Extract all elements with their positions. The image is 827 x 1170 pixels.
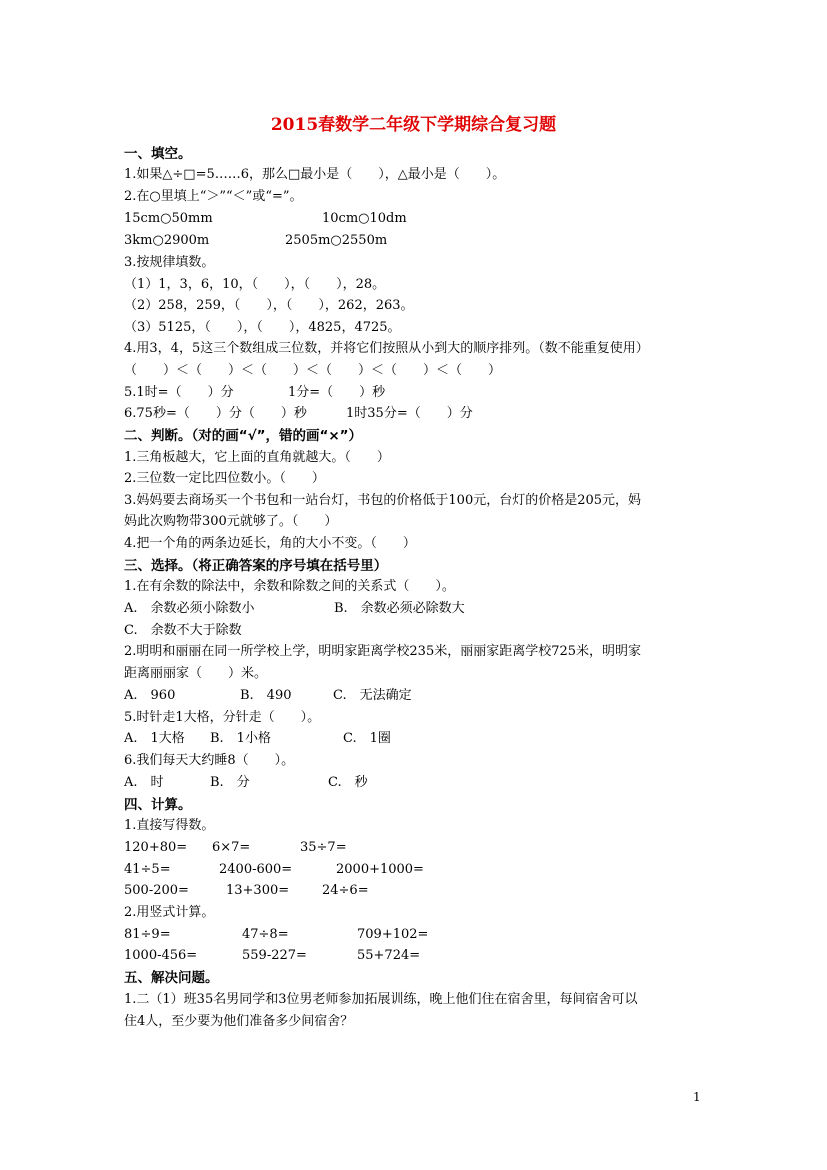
page-number: 1 [693,1090,701,1104]
question-1-6b: 1时35分=（ ）分 [346,406,473,421]
choice-option: A. 余数必须小除数小 [124,601,255,616]
sequence-2: （2）258，259，（ ），（ ），262，263。 [124,298,414,313]
question-1-5a: 5.1时=（ ）分 [124,385,234,400]
ordering-blanks: （ ）＜（ ）＜（ ）＜（ ）＜（ ）＜（ ） [124,363,502,378]
calc-item: 24÷6= [322,883,369,898]
calc-item: 6×7= [212,840,251,855]
section-2-heading: 二、判断。（对的画“√”，错的画“×”） [124,428,363,444]
choice-option: C. 秒 [328,775,368,790]
calc-item: 1000-456= [124,948,198,963]
compare-item: 3km○2900m [124,233,210,248]
sequence-3: （3）5125，（ ），（ ），4825，4725。 [124,320,401,335]
choice-option: A. 1大格 [124,731,185,746]
section-4-heading: 四、计算。 [124,797,192,813]
calc-item: 559-227= [242,948,307,963]
question-1-4: 4.用3，4，5这三个数组成三位数，并将它们按照从小到大的顺序排列。（数不能重复使用） [124,341,649,356]
sequence-1: （1）1，3，6，10，（ ），（ ），28。 [124,277,386,292]
calc-item: 81÷9= [124,927,171,942]
calc-2-prompt: 2.用竖式计算。 [124,905,215,920]
problem-1-line-2: 住4人，至少要为他们准备多少间宿舍？ [124,1014,354,1029]
choice-option: B. 1小格 [210,731,271,746]
calc-item: 2400-600= [219,862,293,877]
calc-item: 709+102= [357,927,429,942]
calc-item: 55+724= [357,948,421,963]
judgement-3-line-1: 3.妈妈要去商场买一个书包和一站台灯，书包的价格低于100元，台灯的价格是205元，妈 [124,493,642,508]
choice-1: 1.在有余数的除法中，余数和除数之间的关系式（ ）。 [124,579,455,594]
choice-option: A. 960 [124,688,176,703]
section-1-heading: 一、填空。 [124,146,192,162]
compare-item: 15cm○50mm [124,211,213,226]
judgement-4: 4.把一个角的两条边延长，角的大小不变。（ ） [124,536,416,551]
page-title: 2015春数学二年级下学期综合复习题 [270,115,557,135]
section-5-heading: 五、解决问题。 [124,970,219,986]
compare-item: 2505m○2550m [285,233,388,248]
choice-option: B. 余数必须必除数大 [334,601,465,616]
calc-item: 120+80= [124,840,188,855]
choice-5: 5.时针走1大格，分针走（ ）。 [124,710,321,725]
question-1-2: 2.在○里填上“＞”“＜”或“=”。 [124,189,303,204]
judgement-3-line-2: 妈此次购物带300元就够了。（ ） [124,514,338,529]
question-1-6a: 6.75秒=（ ）分（ ）秒 [124,406,307,421]
calc-item: 35÷7= [300,840,347,855]
choice-option: C. 无法确定 [333,688,412,703]
calc-item: 500-200= [124,883,189,898]
choice-option: C. 余数不大于除数 [124,623,242,638]
compare-item: 10cm○10dm [322,211,407,226]
choice-2-line-2: 距离丽丽家（ ）米。 [124,666,268,681]
judgement-2: 2.三位数一定比四位数小。（ ） [124,471,325,486]
choice-6: 6.我们每天大约睡8（ ）。 [124,753,295,768]
calc-1-prompt: 1.直接写得数。 [124,818,215,833]
choice-option: A. 时 [124,775,164,790]
question-1-3: 3.按规律填数。 [124,255,215,270]
choice-option: B. 490 [240,688,292,703]
question-1-1: 1.如果△÷□=5……6，那么□最小是（ ），△最小是（ ）。 [124,167,506,182]
choice-2-line-1: 2.明明和丽丽在同一所学校上学，明明家距离学校235米，丽丽家距离学校725米，明明家 [124,644,642,659]
choice-option: C. 1圈 [343,731,391,746]
calc-item: 47÷8= [242,927,289,942]
calc-item: 13+300= [226,883,290,898]
judgement-1: 1.三角板越大，它上面的直角就越大。（ ） [124,450,390,465]
section-3-heading: 三、选择。（将正确答案的序号填在括号里） [124,558,388,574]
choice-option: B. 分 [210,775,250,790]
calc-item: 41÷5= [124,862,171,877]
question-1-5b: 1分=（ ）秒 [288,385,386,400]
calc-item: 2000+1000= [336,862,424,877]
problem-1-line-1: 1.二（1）班35名男同学和3位男老师参加拓展训练，晚上他们住在宿舍里，每间宿舍可以 [124,992,638,1007]
